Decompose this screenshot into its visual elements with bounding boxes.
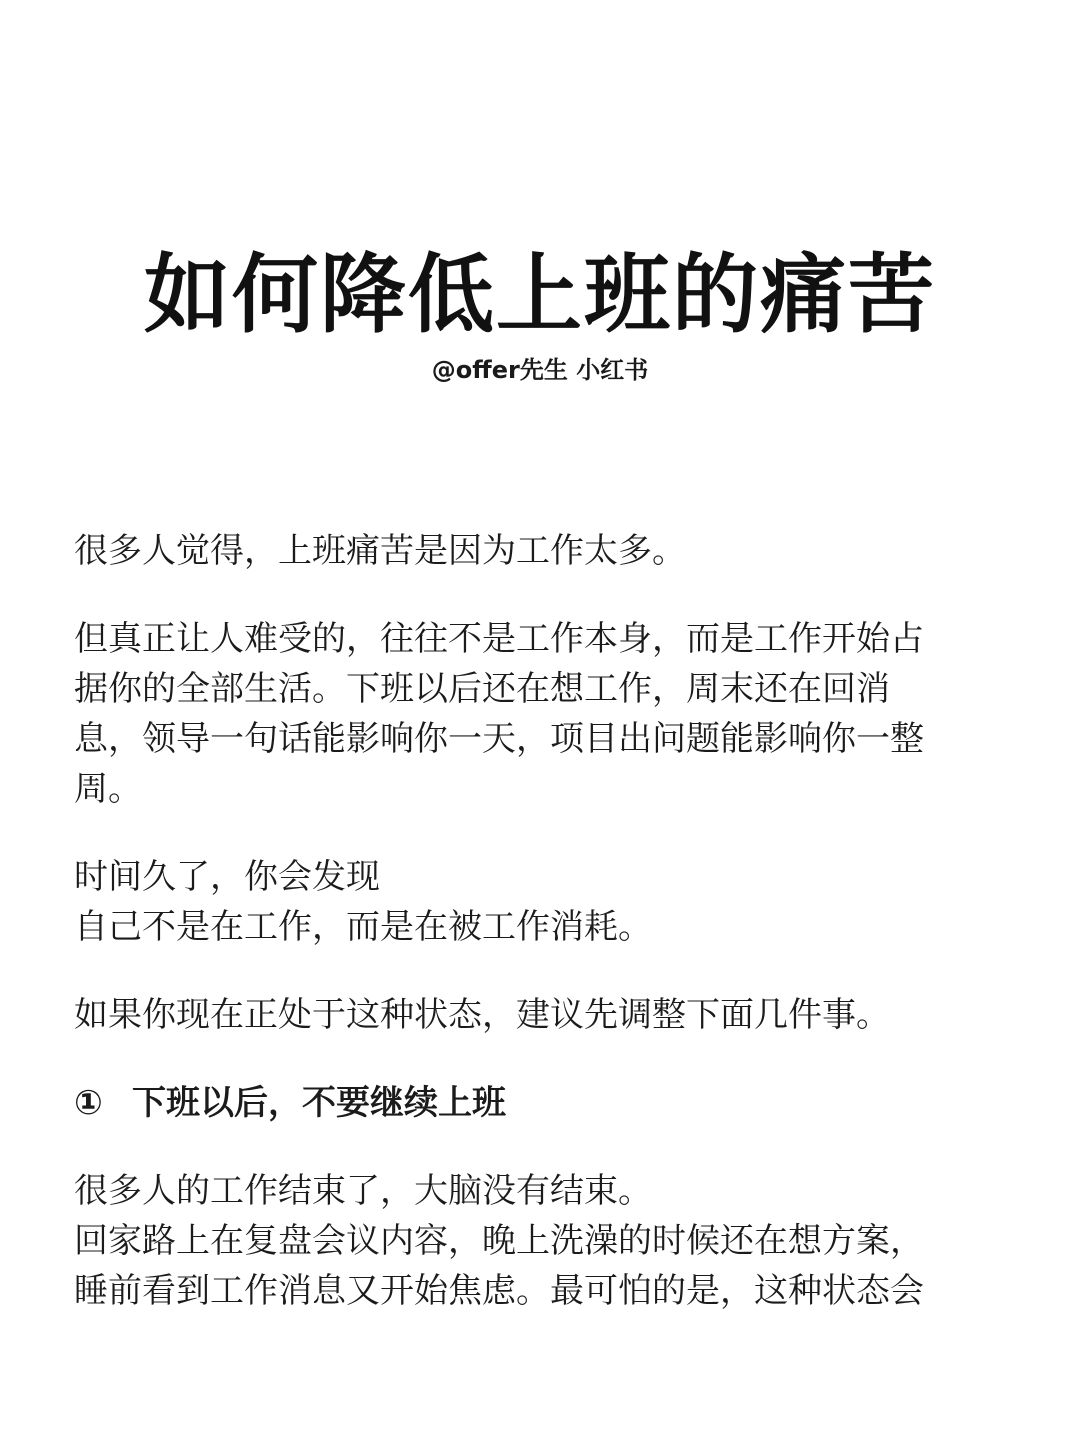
paragraph-intro [74,526,994,576]
paragraph-realization [74,852,994,952]
text-line: 但真正让人难受的，往往不是工作本身，而是工作开始占 [74,619,924,659]
article-body [74,526,994,1354]
paragraph-explanation [74,614,994,814]
author-credit: @offer先生 小红书 [431,356,649,384]
page-title: 如何降低上班的痛苦 [144,245,936,345]
text-line: 很多人的工作结束了，大脑没有结束。 [74,1171,652,1211]
text-line: 自己不是在工作，而是在被工作消耗。 [74,907,652,947]
section-number: ① [74,1083,103,1123]
text-line: 回家路上在复盘会议内容，晚上洗澡的时候还在想方案， [74,1221,924,1261]
section-heading-text: 下班以后，不要继续上班 [132,1083,506,1123]
text-line: 息，领导一句话能影响你一天，项目出问题能影响你一整 [74,719,924,759]
paragraph-section1 [74,1166,994,1316]
paragraph-advice-intro [74,990,994,1040]
text-line: 如果你现在正处于这种状态，建议先调整下面几件事。 [74,995,890,1035]
section-heading [74,1078,994,1128]
text-line: 时间久了，你会发现 [74,857,380,897]
text-line: 周。 [74,769,142,809]
text-line: 很多人觉得，上班痛苦是因为工作太多。 [74,531,686,571]
text-line: 睡前看到工作消息又开始焦虑。最可怕的是，这种状态会 [74,1271,924,1311]
text-line: 据你的全部生活。下班以后还在想工作，周末还在回消 [74,669,890,709]
